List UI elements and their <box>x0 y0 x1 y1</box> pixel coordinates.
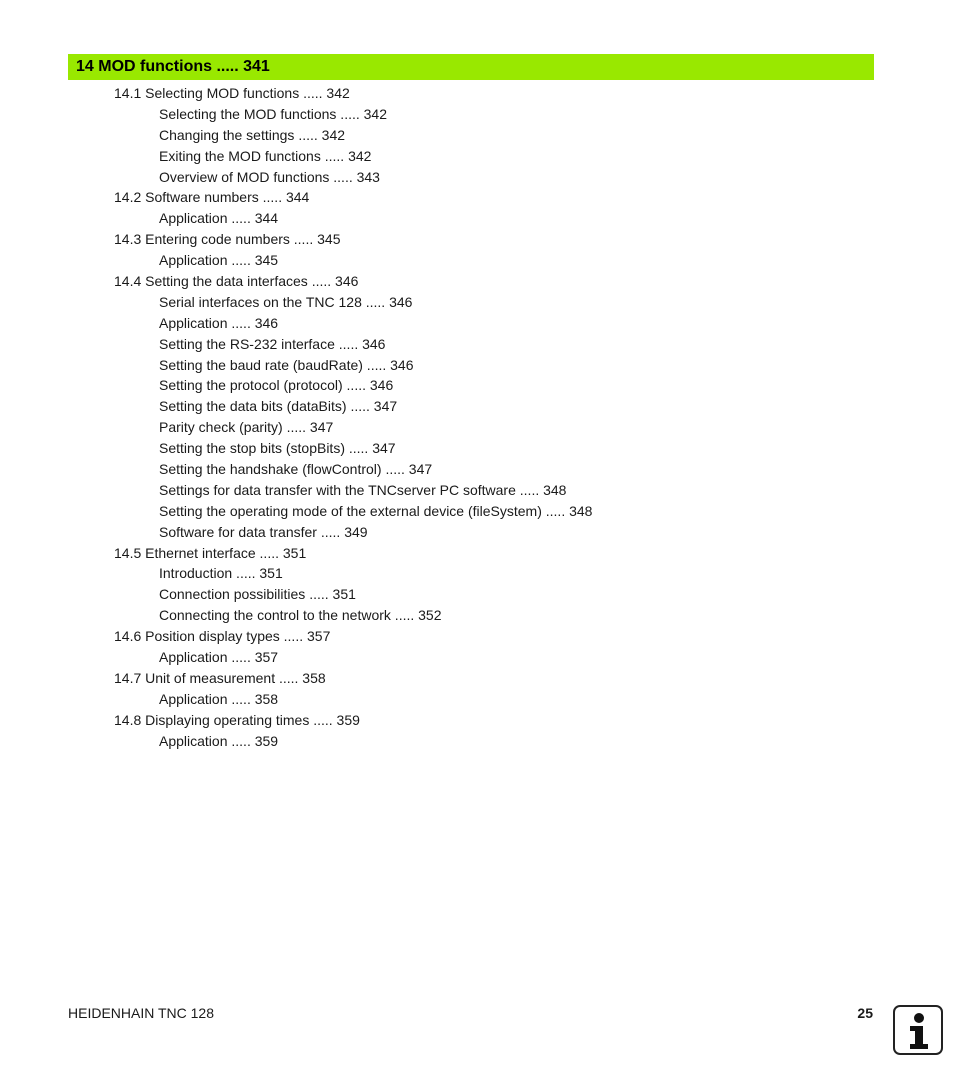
chapter-title[interactable]: 14 MOD functions ..... 341 <box>76 58 270 75</box>
toc-subsection-entry[interactable]: Application ..... 344 <box>159 210 279 227</box>
toc-subsection-entry[interactable]: Application ..... 357 <box>159 649 279 666</box>
toc-subsection-entry[interactable]: Parity check (parity) ..... 347 <box>159 419 334 436</box>
footer-product-name: HEIDENHAIN TNC 128 <box>68 1005 215 1021</box>
toc-subsection-entry[interactable]: Setting the baud rate (baudRate) ..... 346 <box>159 356 414 373</box>
toc-subsection-entry[interactable]: Connecting the control to the network ..... 352 <box>159 607 442 624</box>
toc-subsection-entry[interactable]: Connection possibilities ..... 351 <box>159 586 356 603</box>
toc-subsection-entry[interactable]: Setting the stop bits (stopBits) ..... 347 <box>159 440 396 457</box>
toc-subsection-entry[interactable]: Software for data transfer ..... 349 <box>159 523 368 540</box>
toc-subsection-entry[interactable]: Changing the settings ..... 342 <box>159 126 346 143</box>
toc-subsection-entry[interactable]: Application ..... 359 <box>159 732 279 749</box>
toc-section-entry[interactable]: 14.1 Selecting MOD functions ..... 342 <box>114 85 350 101</box>
table-of-contents <box>0 83 954 752</box>
toc-subsection-entry[interactable]: Setting the RS-232 interface ..... 346 <box>159 335 386 352</box>
toc-subsection-entry[interactable]: Introduction ..... 351 <box>159 565 283 582</box>
toc-section-entry[interactable]: 14.5 Ethernet interface ..... 351 <box>114 544 307 561</box>
toc-section-entry[interactable]: 14.8 Displaying operating times ..... 359 <box>114 711 360 728</box>
toc-subsection-entry[interactable]: Exiting the MOD functions ..... 342 <box>159 147 372 164</box>
toc-subsection-entry[interactable]: Overview of MOD functions ..... 343 <box>159 168 380 185</box>
toc-section-entry[interactable]: 14.3 Entering code numbers ..... 345 <box>114 231 341 248</box>
toc-subsection-entry[interactable]: Selecting the MOD functions ..... 342 <box>159 105 388 122</box>
toc-section-entry[interactable]: 14.4 Setting the data interfaces ..... 346 <box>114 273 359 290</box>
chapter-heading-bar <box>68 54 874 80</box>
toc-section-entry[interactable]: 14.2 Software numbers ..... 344 <box>114 189 310 206</box>
toc-subsection-entry[interactable]: Setting the operating mode of the external device (fileSystem) ..... 348 <box>159 502 593 519</box>
toc-section-entry[interactable]: 14.7 Unit of measurement ..... 358 <box>114 669 326 686</box>
toc-subsection-entry[interactable]: Setting the handshake (flowControl) ..... 347 <box>159 461 433 478</box>
page-number: 25 <box>857 1005 873 1021</box>
toc-subsection-entry[interactable]: Application ..... 358 <box>159 690 279 707</box>
toc-subsection-entry[interactable]: Setting the protocol (protocol) ..... 346 <box>159 377 394 394</box>
info-icon <box>893 1005 943 1055</box>
toc-subsection-entry[interactable]: Setting the data bits (dataBits) ..... 347 <box>159 398 398 415</box>
toc-subsection-entry[interactable]: Serial interfaces on the TNC 128 ..... 346 <box>159 293 413 310</box>
toc-subsection-entry[interactable]: Application ..... 345 <box>159 252 279 269</box>
toc-subsection-entry[interactable]: Application ..... 346 <box>159 314 279 331</box>
toc-subsection-entry[interactable]: Settings for data transfer with the TNCserver PC software ..... 348 <box>159 481 567 498</box>
toc-section-entry[interactable]: 14.6 Position display types ..... 357 <box>114 628 331 645</box>
